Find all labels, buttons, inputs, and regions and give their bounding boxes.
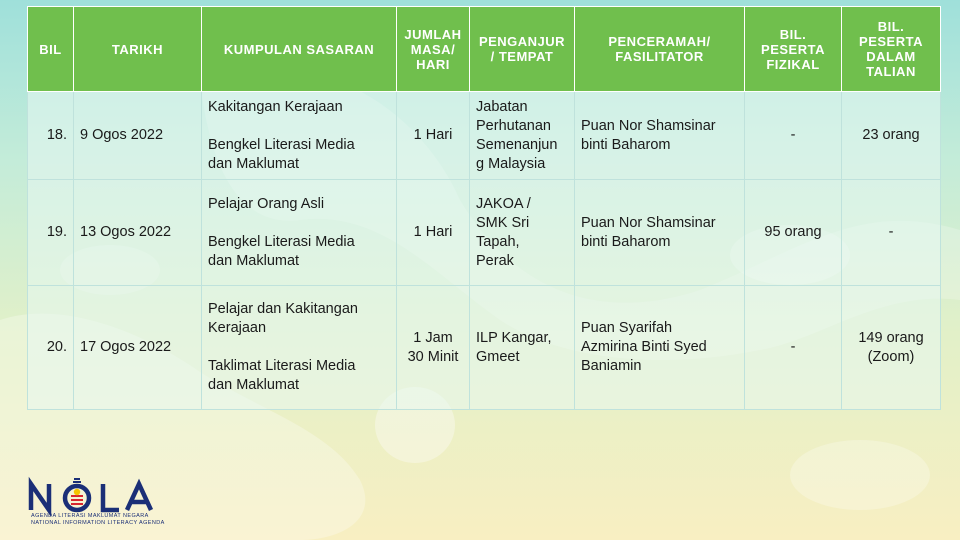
header-peserta-talian: BIL. PESERTA DALAM TALIAN bbox=[842, 7, 941, 92]
cell-penceramah: Puan Syarifah Azmirina Binti Syed Baniamin bbox=[575, 286, 745, 410]
cell-tarikh: 9 Ogos 2022 bbox=[74, 92, 202, 180]
cell-masa: 1 Hari bbox=[397, 92, 470, 180]
header-jumlah-masa: JUMLAH MASA/ HARI bbox=[397, 7, 470, 92]
cell-penceramah: Puan Nor Shamsinar binti Baharom bbox=[575, 92, 745, 180]
cell-masa: 1 Jam 30 Minit bbox=[397, 286, 470, 410]
cell-kumpulan: Pelajar Orang Asli Bengkel Literasi Media dan Maklumat bbox=[202, 180, 397, 286]
cell-tarikh: 13 Ogos 2022 bbox=[74, 180, 202, 286]
cell-tarikh: 17 Ogos 2022 bbox=[74, 286, 202, 410]
cell-penganjur: ILP Kangar, Gmeet bbox=[470, 286, 575, 410]
table-header-row bbox=[28, 7, 941, 92]
cell-bil: 20. bbox=[28, 286, 74, 410]
header-kumpulan-sasaran: KUMPULAN SASARAN bbox=[202, 7, 397, 92]
programme-table bbox=[27, 6, 941, 410]
cell-fizikal: - bbox=[745, 92, 842, 180]
header-penceramah: PENCERAMAH/ FASILITATOR bbox=[575, 7, 745, 92]
header-peserta-fizikal: BIL. PESERTA FIZIKAL bbox=[745, 7, 842, 92]
nola-logo bbox=[27, 476, 167, 532]
cell-talian: 23 orang bbox=[842, 92, 941, 180]
table-row bbox=[28, 286, 941, 410]
logo-mark bbox=[27, 476, 167, 516]
cell-fizikal: - bbox=[745, 286, 842, 410]
cell-penceramah: Puan Nor Shamsinar binti Baharom bbox=[575, 180, 745, 286]
logo-subtitle-english: NATIONAL INFORMATION LITERACY AGENDA bbox=[31, 520, 165, 526]
cell-penganjur: JAKOA / SMK Sri Tapah, Perak bbox=[470, 180, 575, 286]
logo-subtitle-malay: AGENDA LITERASI MAKLUMAT NEGARA bbox=[31, 513, 149, 519]
header-penganjur: PENGANJUR / TEMPAT bbox=[470, 7, 575, 92]
cell-penganjur: Jabatan Perhutanan Semenanjun g Malaysia bbox=[470, 92, 575, 180]
cell-talian: - bbox=[842, 180, 941, 286]
table-row bbox=[28, 180, 941, 286]
cell-kumpulan: Pelajar dan Kakitangan Kerajaan Taklimat Literasi Media dan Maklumat bbox=[202, 286, 397, 410]
header-bil: BIL bbox=[28, 7, 74, 92]
cell-kumpulan: Kakitangan Kerajaan Bengkel Literasi Media dan Maklumat bbox=[202, 92, 397, 180]
header-tarikh: TARIKH bbox=[74, 7, 202, 92]
table-row bbox=[28, 92, 941, 180]
cell-bil: 19. bbox=[28, 180, 74, 286]
cell-masa: 1 Hari bbox=[397, 180, 470, 286]
cell-talian: 149 orang (Zoom) bbox=[842, 286, 941, 410]
cell-fizikal: 95 orang bbox=[745, 180, 842, 286]
cell-bil: 18. bbox=[28, 92, 74, 180]
